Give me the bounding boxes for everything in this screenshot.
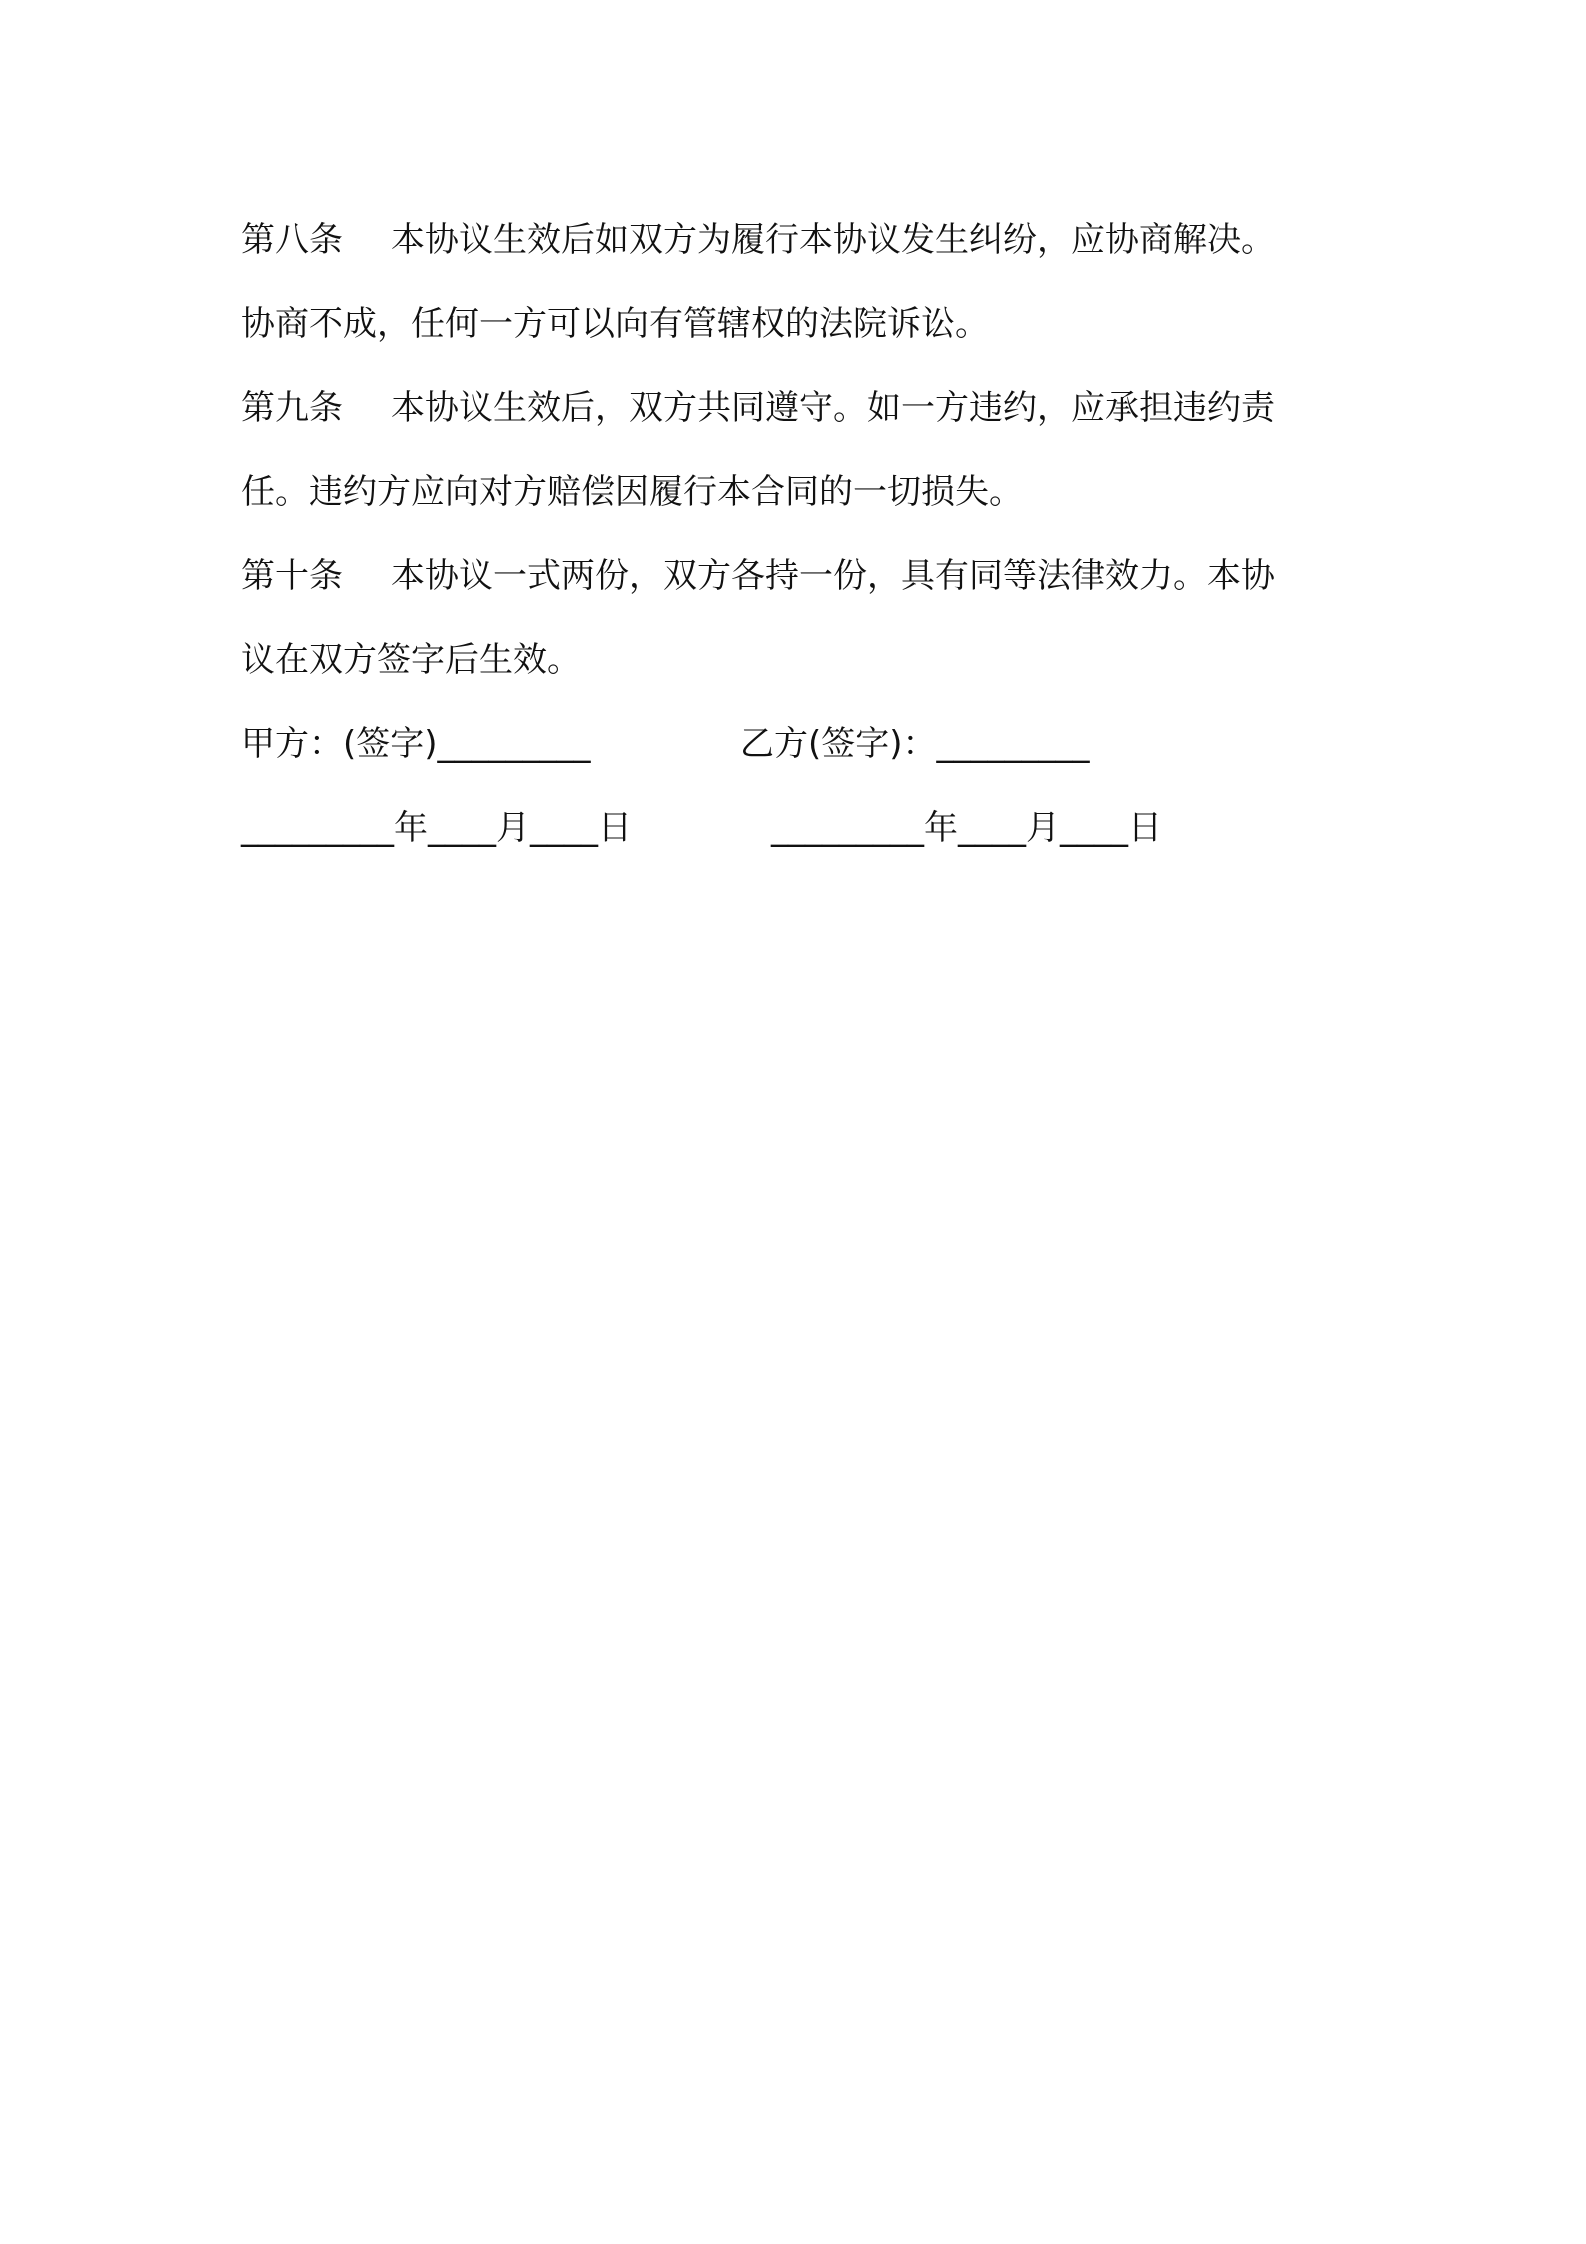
article-8-text-1: 本协议生效后如双方为履行本协议发生纠纷，应协商解决。 (391, 220, 1275, 260)
article-8-line-1 (241, 198, 1357, 282)
article-9-number: 第九条 (241, 388, 343, 428)
party-b-date: _________年____月____日 (771, 808, 1162, 848)
signature-row (241, 702, 1357, 786)
article-9-line-2: 任。违约方应向对方赔偿因履行本合同的一切损失。 (241, 472, 1023, 512)
party-a-signature: 甲方：(签字)_________ (241, 724, 591, 764)
article-9-line-1 (241, 366, 1357, 450)
article-10-line-2: 议在双方签字后生效。 (241, 640, 581, 680)
article-10-number: 第十条 (241, 556, 343, 596)
document-body (241, 198, 1357, 870)
article-10-text-1: 本协议一式两份，双方各持一份，具有同等法律效力。本协 (391, 556, 1275, 596)
party-a-date: _________年____月____日 (241, 808, 632, 848)
article-8-number: 第八条 (241, 220, 343, 260)
article-10-line-1 (241, 534, 1357, 618)
party-b-signature: 乙方(签字)：_________ (740, 724, 1090, 764)
article-9-text-1: 本协议生效后，双方共同遵守。如一方违约，应承担违约责 (391, 388, 1275, 428)
article-8-line-2: 协商不成，任何一方可以向有管辖权的法院诉讼。 (241, 304, 989, 344)
date-row (241, 786, 1357, 870)
